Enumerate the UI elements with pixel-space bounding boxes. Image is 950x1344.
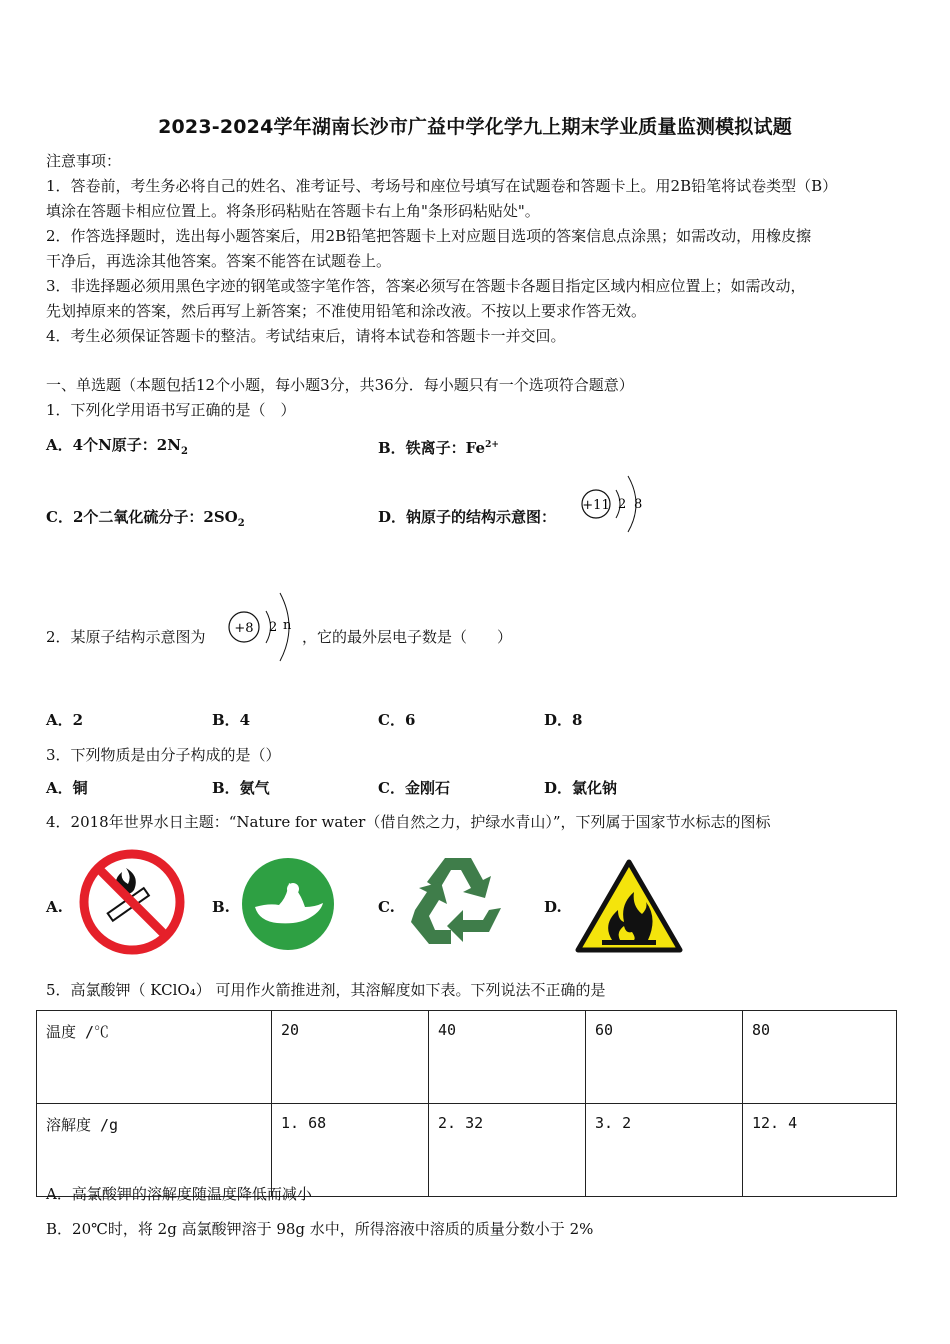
q1-option-d: D．钠原子的结构示意图： (378, 508, 557, 526)
sodium-shell-1-count: 2 (618, 497, 627, 512)
q2-option-c: C．6 (378, 711, 416, 729)
flammable-warning-icon (574, 858, 684, 954)
q3-stem: 3．下列物质是由分子构成的是（） (46, 746, 281, 764)
water-saving-icon (241, 857, 335, 951)
section-heading: 一、单选题（本题包括12个小题，每小题3分，共36分．每小题只有一个选项符合题意） (46, 376, 634, 394)
notice-heading: 注意事项： (46, 152, 122, 170)
q1-option-b: B．铁离子：$Fe^{2+}$ (378, 439, 499, 457)
q5-option-b: B．20℃时，将 2g 高氯酸钾溶于 98g 水中，所得溶液中溶质的质量分数小于 2% (46, 1220, 594, 1238)
q2-stem-after: ，它的最外层电子数是（ ） (302, 628, 513, 646)
q1-stem: 1．下列化学用语书写正确的是（ ） (46, 401, 296, 419)
sodium-atom-diagram (578, 468, 648, 540)
q4-stem: 4．2018年世界水日主题：“Nature for water（借自然之力，护绿水青山）”，下列属于国家节水标志的图标 (46, 813, 771, 831)
q2-stem-before: 2．某原子结构示意图为 (46, 628, 206, 646)
table-cell: 40 (429, 1011, 586, 1104)
notice-item-2-cont: 干净后，再选涂其他答案。答案不能答在试题卷上。 (46, 252, 392, 270)
oxygen-atom-diagram (226, 585, 300, 665)
notice-item-3: 3．非选择题必须用黑色字迹的钢笔或签字笔作答，答案必须写在答题卡各题目指定区域内相应位置上；如需改动， (46, 277, 806, 295)
notice-item-3-cont: 先划掉原来的答案，然后再写上新答案；不准使用铅笔和涂改液。不按以上要求作答无效。 (46, 302, 647, 320)
sodium-nucleus-label: +11 (582, 498, 610, 513)
notice-item-2: 2．作答选择题时，选出每小题答案后，用2B铅笔把答题卡上对应题目选项的答案信息点涂黑；如需改动，用橡皮擦 (46, 227, 812, 245)
q4-option-d-label: D. (544, 898, 562, 916)
q2-option-a: A．2 (46, 711, 84, 729)
notice-item-1-cont: 填涂在答题卡相应位置上。将条形码粘贴在答题卡右上角"条形码粘贴处"。 (46, 202, 540, 220)
table-cell: 60 (586, 1011, 743, 1104)
q1-option-c: C．2个二氧化硫分子：$2SO_2$ (46, 508, 245, 529)
q2-option-d: D．8 (544, 711, 583, 729)
sodium-shell-2-count: 8 (634, 497, 643, 512)
page-title: 2023-2024学年湖南长沙市广益中学化学九上期末学业质量监测模拟试题 (158, 116, 792, 138)
recycle-icon (405, 852, 511, 952)
no-smoking-icon (78, 848, 186, 956)
table-cell: 80 (743, 1011, 897, 1104)
q3-option-d: D．氯化钠 (544, 779, 618, 797)
q4-option-b-label: B. (212, 898, 230, 916)
q4-option-a-label: A. (46, 898, 63, 916)
solubility-table (36, 1010, 897, 1197)
q2-option-b: B．4 (212, 711, 251, 729)
atom-shell-1-count: 2 (269, 620, 278, 635)
q1-option-a: A．4个N原子：$2N_2$ (46, 436, 188, 457)
table-cell: 20 (272, 1011, 429, 1104)
table-cell: 12. 4 (743, 1104, 897, 1197)
table-cell: 3. 2 (586, 1104, 743, 1197)
table-cell: 溶解度 /g (37, 1104, 272, 1197)
q3-option-b: B．氨气 (212, 779, 270, 797)
q3-option-c: C．金刚石 (378, 779, 450, 797)
table-row (37, 1011, 897, 1104)
q5-stem: 5．高氯酸钾（ KClO₄） 可用作火箭推进剂，其溶解度如下表。下列说法不正确的是 (46, 981, 606, 999)
notice-item-1: 1．答卷前，考生务必将自己的姓名、准考证号、考场号和座位号填写在试题卷和答题卡上。用2B铅笔将试卷类型（B） (46, 177, 838, 195)
table-cell: 1. 68 (272, 1104, 429, 1197)
q5-option-a: A．高氯酸钾的溶解度随温度降低而减小 (46, 1185, 312, 1203)
atom-shell-2-count: n (283, 618, 292, 633)
table-cell: 温度 /℃ (37, 1011, 272, 1104)
atom-nucleus-label: +8 (234, 621, 254, 636)
q3-option-a: A．铜 (46, 779, 88, 797)
q4-option-c-label: C. (378, 898, 395, 916)
table-cell: 2. 32 (429, 1104, 586, 1197)
notice-item-4: 4．考生必须保证答题卡的整洁。考试结束后，请将本试卷和答题卡一并交回。 (46, 327, 566, 345)
